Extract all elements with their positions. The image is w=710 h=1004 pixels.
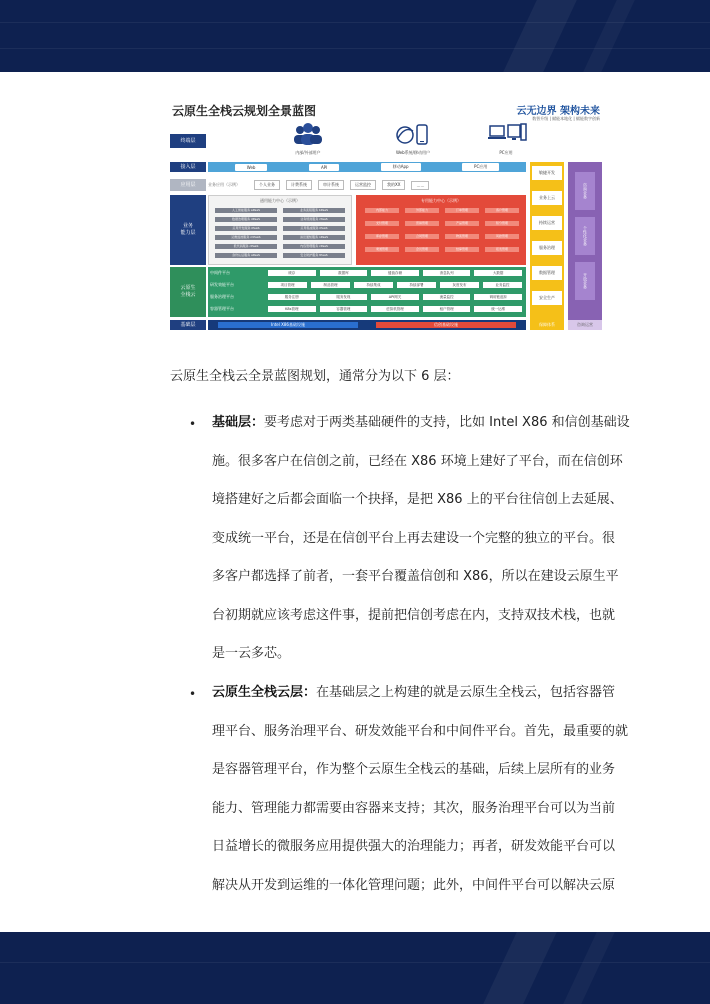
business-capability-cell: 风控管理 [485,234,519,239]
cloud-platform-item: 缓存 [268,270,316,276]
cloud-platform-item: API网关 [371,294,419,300]
bullet-text: 要考虑对于两类基础硬件的支持，比如 Intel X86 和信创基础设 [264,415,630,430]
cloud-platform-item: 持续集成 [354,282,393,288]
base-layer-row [208,320,526,330]
banner-line [0,48,710,49]
bullet-line: 日益增长的微服务应用提供强大的治理能力；再者，研发效能平台可以 [212,839,616,854]
bullet-cloud-layer [189,682,629,913]
top-banner [0,0,710,72]
assurance-item: 数据管理 [532,266,562,280]
cloud-platform-item: 调用链追踪 [474,294,522,300]
app-item: 运营监控 [350,180,376,190]
cloud-platform-item: 服务注册 [268,294,316,300]
cloud-platform-row [208,269,526,277]
bullet-line: 是一云多芯。 [212,646,291,661]
banner-stripe [503,0,577,72]
bullet-line: 解决从开发到运维的一体化管理问题；此外，中间件平台可以解决云原 [212,877,616,893]
bullet-line: 台初期就应该考虑这件事，提前把信创考虑在内，支持双技术栈，也就 [212,607,616,623]
base-item-x86: Intel X86基础设施 [218,322,358,328]
cloud-platform-item: 项目管理 [268,282,307,288]
cloud-platform-item: 消息队列 [423,270,471,276]
banner-stripe [563,932,615,1004]
operation-item: 个性化业务 [575,217,595,255]
cloud-platform-name: 服务治理平台 [210,294,234,299]
app-item: 个人业务 [254,180,280,190]
banner-stripe [583,0,635,72]
business-capability-cell: 渠道管理 [365,247,399,252]
access-layer-row [208,162,526,172]
layer-label-app: 应用层 [170,179,206,191]
diagram-brand-subtitle: 数智升级 | 赋能本地化 | 赋能数字创新 [532,116,600,121]
base-item-xinchuang: 信创基础设施 [376,322,516,328]
common-capability-cell: 业务规则服务 rPaaS [283,217,345,222]
business-capability-cell: 会员管理 [405,247,439,252]
app-layer-row [208,179,526,191]
cloud-platform-row [208,305,526,313]
business-capability-cell: 支付管理 [365,221,399,226]
bullet-dot-icon: • [189,417,197,431]
business-capability-panel [356,195,526,265]
intro-paragraph: 云原生全栈云全景蓝图规划，通常分为以下 6 层： [170,369,460,384]
terminal-group-label: PC应用 [499,150,513,155]
layer-label-terminal: 终端层 [170,134,206,148]
business-capability-cell: 产品管理 [445,221,479,226]
bullet-line: 理平台、服务治理平台、研发效能平台和中间件平台。首先，最重要的就 [212,723,629,739]
operation-column [568,162,602,330]
business-capability-cell: 内部能力 [365,208,399,213]
business-capability-cell: 库存管理 [365,234,399,239]
common-capability-cell: 消息通知服务 nPaaS [283,235,345,240]
app-item: …… [411,181,429,190]
assurance-item: 业务上云 [532,191,562,205]
business-capability-cell: 积分管理 [485,221,519,226]
cloud-platform-row [208,293,526,301]
business-capability-cell: 订单管理 [445,208,479,213]
cloud-platform-item: 大数据 [474,270,522,276]
bullet-line: 变成统一平台，还是在信创平台上再去建设一个完整的独立的平台。很 [212,530,616,546]
operation-footer: 咨询运营 [568,320,602,330]
common-capability-cell: 内容管理服务 cPaaS [283,244,345,249]
bullet-line: 施。很多客户在信创之前，已经在 X86 环境上建好了平台，而在信创环 [212,453,623,469]
bullet-line [212,682,616,721]
business-capability-cell: 合同管理 [405,234,439,239]
business-capability-cell: 报表管理 [485,247,519,252]
access-item: 移动App [381,163,421,171]
business-capability-cell: 营销管理 [405,221,439,226]
banner-line [0,962,710,963]
users-icon [290,122,326,148]
cloud-platform-name: 容器管理平台 [210,306,234,311]
bullet-base-layer [189,412,630,682]
banner-line [0,22,710,23]
cloud-platform-item: 服务发现 [320,294,368,300]
bullet-line [212,412,630,451]
layer-label-access: 接入层 [170,162,206,172]
cloud-platform-item: 流量监控 [423,294,471,300]
cloud-platform-item: 持续部署 [397,282,436,288]
cloud-platform-name: 中间件平台 [210,270,230,275]
bullet-line: 境搭建好之后都会面临一个抉择，是把 X86 上的平台往信创上去延展、 [212,492,623,507]
cloud-platform-item: 容器管理 [320,306,368,312]
cloud-platform-item: 业务监控 [483,282,522,288]
architecture-diagram [168,100,604,332]
computer-icon [488,122,528,148]
cloud-platform-item: 制品管理 [311,282,350,288]
terminal-group-label: Web系统/移动用户 [395,150,431,155]
business-layer-row [208,195,526,265]
common-capability-cell: 业务流程服务 bPaaS [283,208,345,213]
layer-label-business: 业务 能力层 [170,195,206,265]
app-layer-head: 业务应用（示例） [208,182,240,187]
bullet-text: 在基础层之上构建的就是云原生全栈云，包括容器管 [316,685,616,700]
assurance-item: 安全生产 [532,291,562,305]
cloud-platform-item: 灰度发布 [440,282,479,288]
operation-item: 咨询业务 [575,172,595,210]
app-item: 审计系统 [318,180,344,190]
assurance-item: 持续运营 [532,216,562,230]
terminal-group-label: 内部/外部用户 [295,150,321,155]
assurance-item: 服务治理 [532,241,562,255]
bullet-term: 云原生全栈云层： [212,685,317,700]
bullet-term: 基础层： [212,415,265,430]
common-capability-cell: 身份认证服务 sPaaS [215,253,277,258]
cloud-platform-item: 租户管理 [423,306,471,312]
business-capability-cell: 物流管理 [445,234,479,239]
operation-item: 开放业务 [575,262,595,300]
common-capability-cell: 应用集成服务 iPaaS [283,226,345,231]
bullet-line: 能力、管理能力都需要由容器来支持；其次，服务治理平台可以为当前 [212,800,616,816]
bullet-line: 是容器管理平台，作为整个云原生全栈云的基础，后续上层所有的业务 [212,762,616,777]
access-item: PC应用 [462,163,499,171]
layer-label-cloud: 云原生 全栈云 [170,267,206,317]
cloud-platform-item: 数据库 [320,270,368,276]
business-capability-cell: 结算管理 [445,247,479,252]
common-capability-cell: 安全防护服务 tPaaS [283,253,345,258]
diagram-brand: 云无边界 架构未来 [516,106,600,117]
assurance-footer: 保障体系 [539,322,555,327]
access-item: API [309,164,339,171]
common-capability-cell: 低代码服务 cPaaS [215,244,277,249]
common-capability-cell: 应用开发服务 iPaaS [215,226,277,231]
app-item: 我的XX [382,180,405,190]
common-capability-cell: 人工智能服务 aPaaS [215,208,277,213]
access-item: Web [235,164,268,171]
bottom-banner [0,932,710,1004]
layer-label-base: 基础层 [170,320,206,330]
cloud-layer-row [208,267,526,317]
terminal-row [208,122,526,157]
common-capability-panel [208,195,352,265]
assurance-column [530,162,564,330]
common-capability-cell: 运维监控服务 mPaaS [215,235,277,240]
bullet-dot-icon: • [189,687,197,701]
browser-phone-icon [395,122,431,148]
app-item: 计费系统 [286,180,312,190]
cloud-platform-row [208,281,526,289]
cloud-platform-item: 统一运维 [474,306,522,312]
common-capability-title: 通用能力中心（示例） [260,198,300,203]
cloud-platform-item: 键值存储 [371,270,419,276]
banner-stripe [483,932,557,1004]
business-capability-cell: 客户管理 [485,208,519,213]
cloud-platform-item: K8s管理 [268,306,316,312]
business-capability-title: 专用能力中心（示例） [421,198,461,203]
common-capability-cell: 数据治理服务 dPaaS [215,217,277,222]
cloud-platform-name: 研发效能平台 [210,282,234,287]
cloud-platform-item: 虚拟机管理 [371,306,419,312]
assurance-item: 敏捷开发 [532,166,562,180]
business-capability-cell: 外部能力 [405,208,439,213]
bullet-line: 多客户都选择了前者，一套平台覆盖信创和 X86，所以在建设云原生平 [212,569,619,584]
diagram-title: 云原生全栈云规划全景蓝图 [172,104,317,118]
